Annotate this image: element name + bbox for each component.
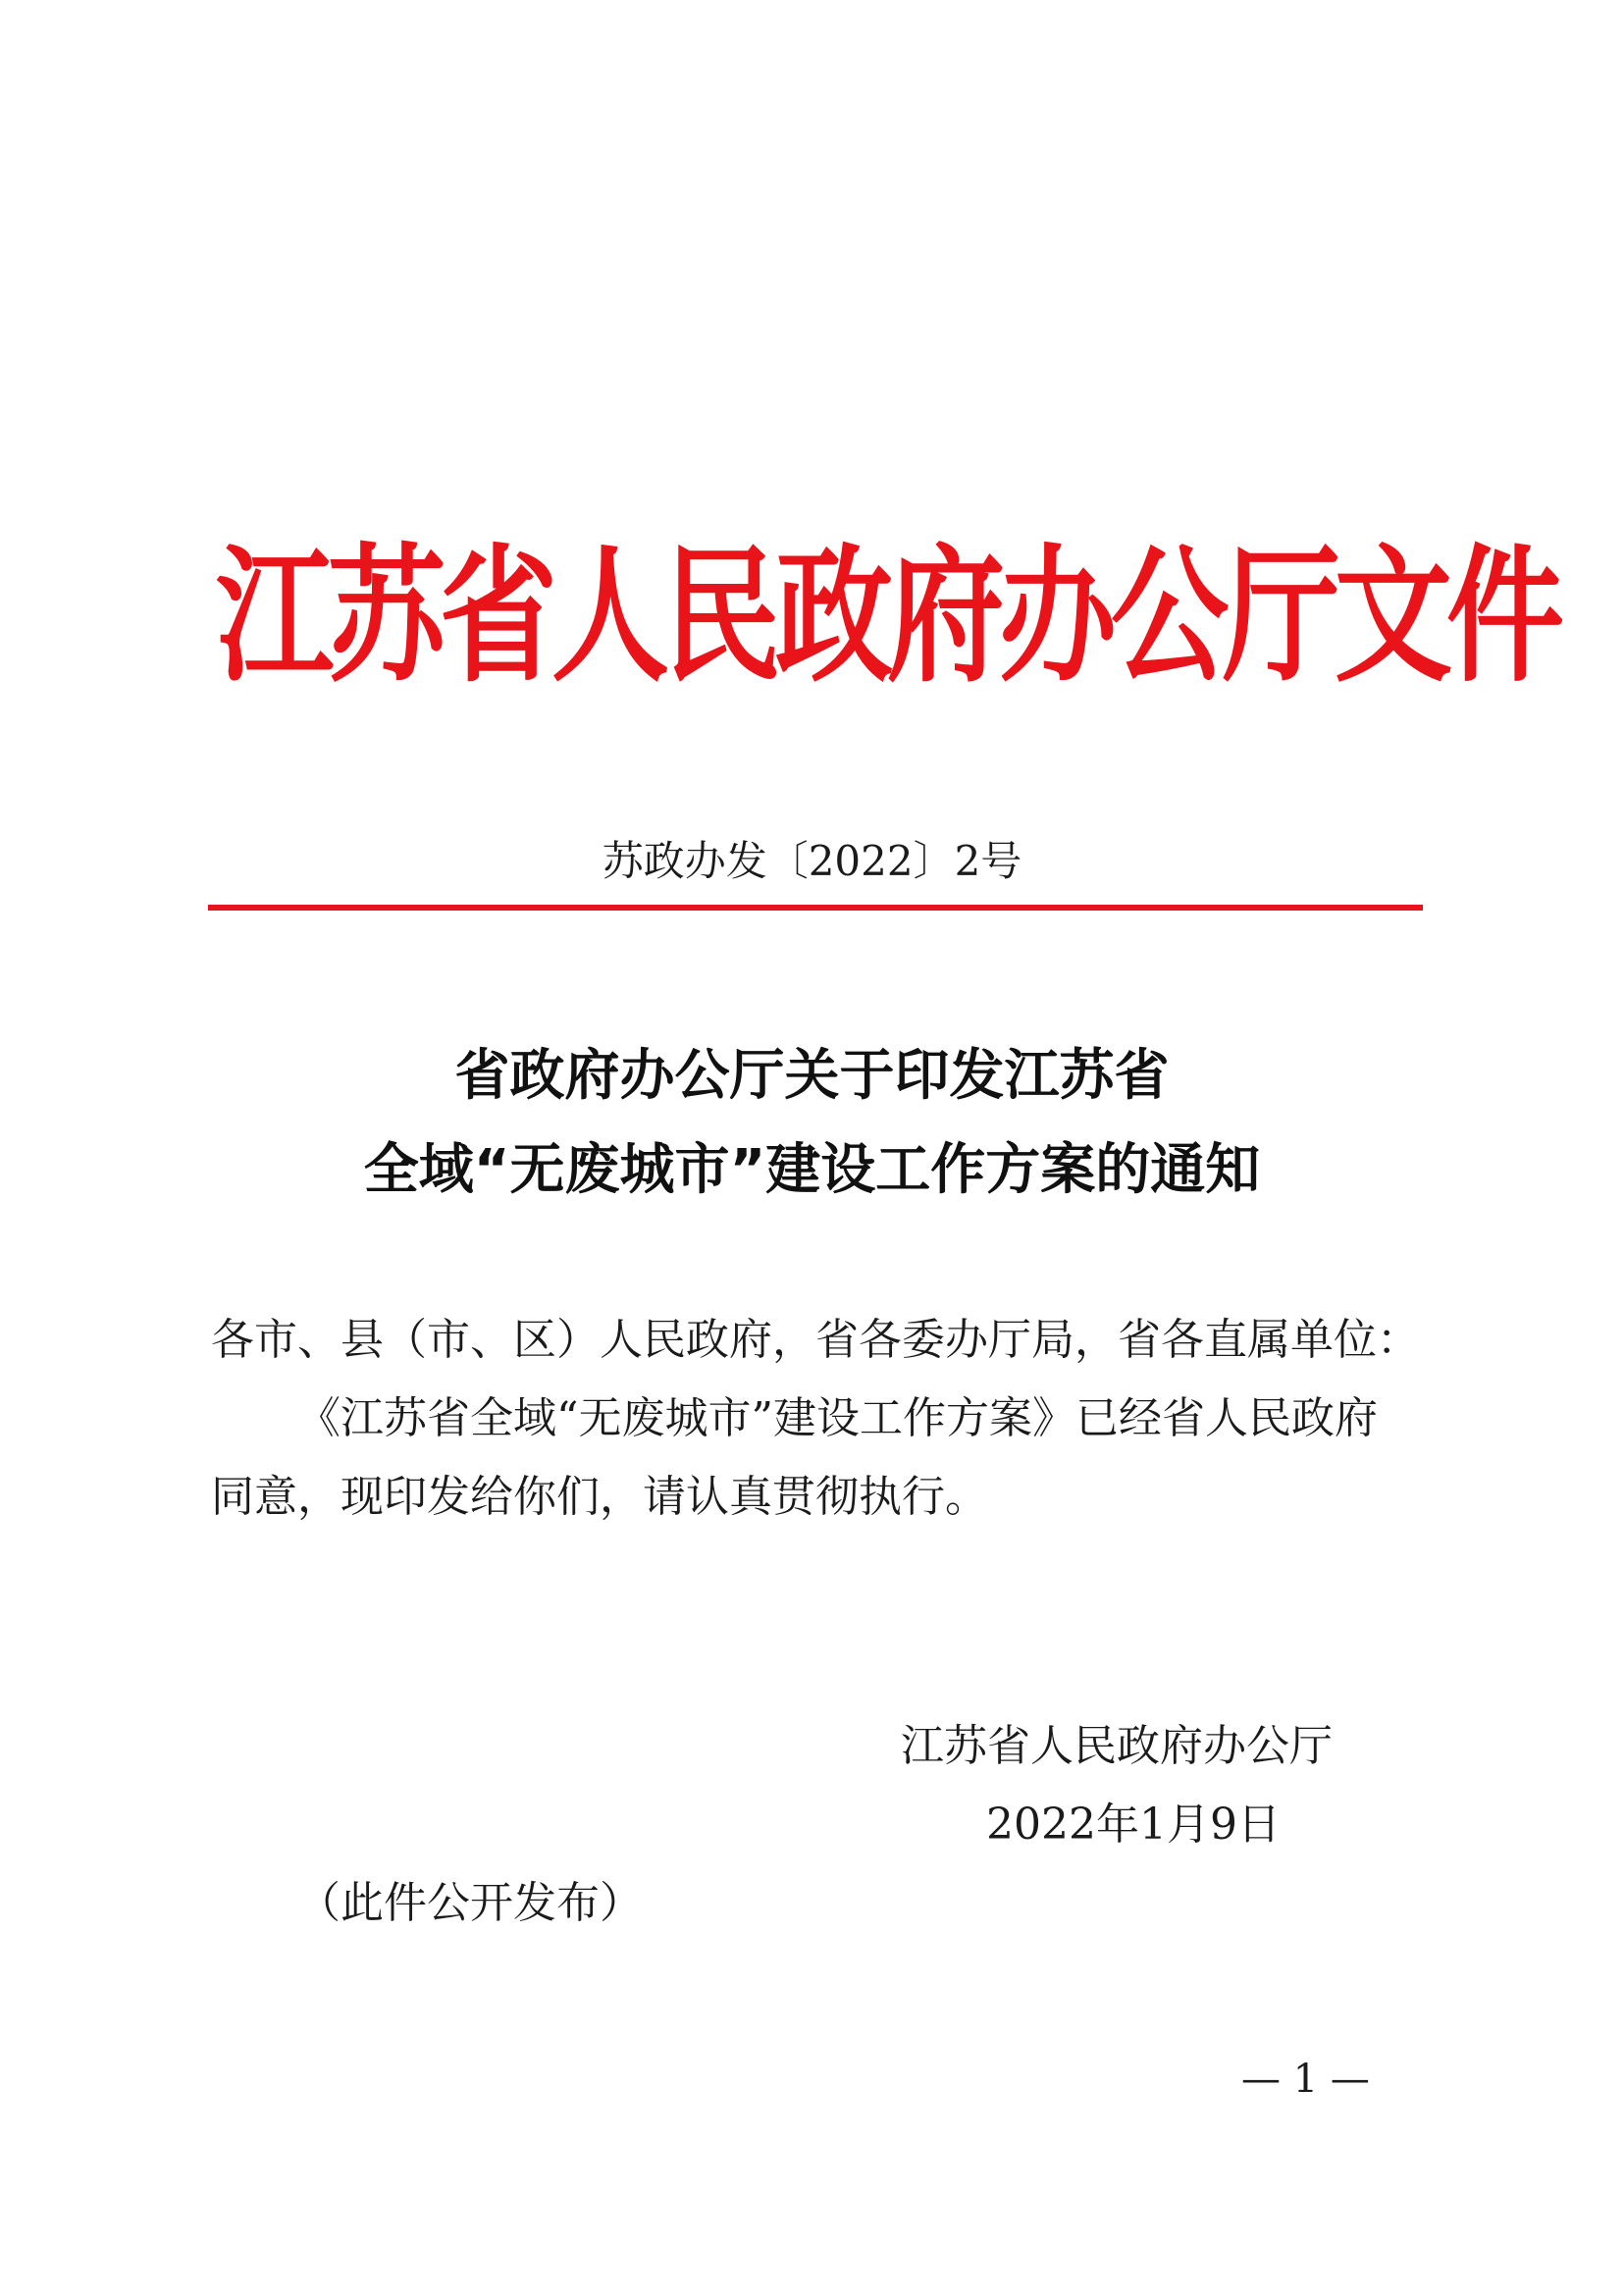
red-divider-line — [208, 905, 1423, 911]
disclosure-note: （此件公开发布） — [297, 1878, 643, 1928]
page-number: — 1 — — [1241, 2057, 1370, 2102]
document-number: 苏政办发〔2022〕2号 — [602, 837, 1022, 885]
body-paragraph-line-2: 同意，现印发给你们，请认真贯彻执行。 — [211, 1472, 988, 1522]
salutation: 各市、县（市、区）人民政府，省各委办厅局，省各直属单位： — [211, 1315, 1420, 1365]
document-title-line-1: 省政府办公厅关于印发江苏省 — [454, 1044, 1170, 1108]
document-title-line-2: 全域“无废城市”建设工作方案的通知 — [363, 1138, 1261, 1202]
body-paragraph-line-1: 《江苏省全域“无废城市”建设工作方案》已经省人民政府 — [297, 1393, 1378, 1443]
signing-date: 2022年1月9日 — [986, 1800, 1281, 1850]
signing-organization: 江苏省人民政府办公厅 — [901, 1721, 1333, 1771]
document-masthead: 江苏省人民政府办公厅文件 — [216, 532, 1558, 704]
